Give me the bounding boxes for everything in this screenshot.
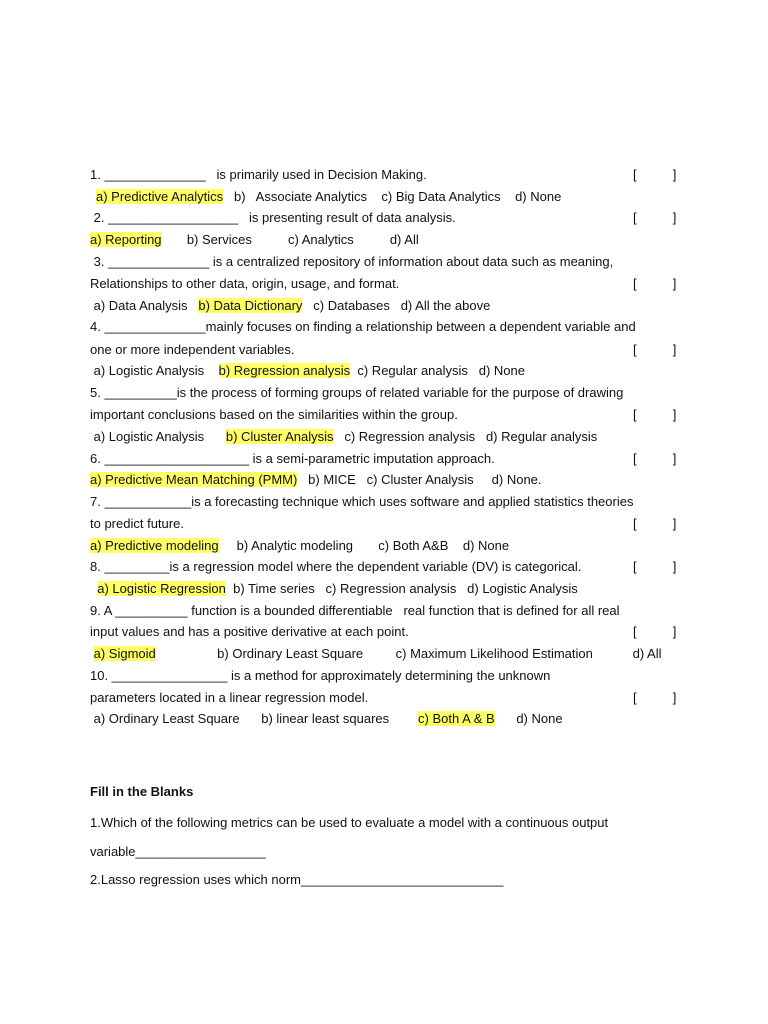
question-7-cont: to predict future.	[90, 516, 184, 531]
answer-bracket-3: [ ]	[633, 276, 677, 291]
highlighted-answer-9: a) Sigmoid	[93, 646, 156, 661]
question-10-cont: parameters located in a linear regression model.	[90, 690, 369, 705]
options-3: a) Data Analysis b) Data Dictionary c) Databases d) All the above	[90, 298, 491, 313]
question-5: 5. __________is the process of forming groups of related variable for the purpose of drawing	[90, 385, 624, 400]
question-5-cont: important conclusions based on the similarities within the group.	[90, 407, 458, 422]
fill-in-blanks-heading: Fill in the Blanks	[90, 784, 194, 799]
question-1: 1. ______________ is primarily used in Decision Making.	[90, 167, 427, 182]
options-10: a) Ordinary Least Square b) linear least squares c) Both A & B d) None	[90, 711, 563, 726]
question-3-cont: Relationships to other data, origin, usage, and format.	[90, 276, 400, 291]
options-7: a) Predictive modeling b) Analytic modeling c) Both A&B d) None	[90, 538, 510, 553]
question-4-cont: one or more independent variables.	[90, 342, 295, 357]
options-2: a) Reporting b) Services c) Analytics d) All	[90, 232, 419, 247]
answer-bracket-4: [ ]	[633, 342, 677, 357]
question-4: 4. ______________mainly focuses on finding a relationship between a dependent variable and	[90, 319, 636, 334]
answer-bracket-10: [ ]	[633, 690, 677, 705]
answer-bracket-8: [ ]	[633, 559, 677, 574]
highlighted-answer-4: b) Regression analysis	[218, 363, 351, 378]
answer-bracket-2: [ ]	[633, 210, 677, 225]
highlighted-answer-7: a) Predictive modeling	[90, 538, 219, 553]
answer-bracket-9: [ ]	[633, 624, 677, 639]
question-8: 8. _________is a regression model where the dependent variable (DV) is categorical.	[90, 559, 582, 574]
highlighted-answer-6: a) Predictive Mean Matching (PMM)	[90, 472, 298, 487]
question-2: 2. __________________ is presenting result of data analysis.	[90, 210, 456, 225]
answer-bracket-1: [ ]	[633, 167, 677, 182]
options-9: a) Sigmoid b) Ordinary Least Square c) Maximum Likelihood Estimation d) All	[93, 646, 662, 661]
question-9-cont: input values and has a positive derivative at each point.	[90, 624, 409, 639]
fill-question-1-cont: variable__________________	[90, 844, 266, 859]
options-5: a) Logistic Analysis b) Cluster Analysis c) Regression analysis d) Regular analysis	[90, 429, 598, 444]
options-8: a) Logistic Regression b) Time series c) Regression analysis d) Logistic Analysis	[97, 581, 578, 596]
answer-bracket-6: [ ]	[633, 451, 677, 466]
options-4: a) Logistic Analysis b) Regression analysis c) Regular analysis d) None	[90, 363, 525, 378]
highlighted-answer-10: c) Both A & B	[418, 711, 495, 726]
highlighted-answer-5: b) Cluster Analysis	[225, 429, 334, 444]
highlighted-answer-3: b) Data Dictionary	[198, 298, 303, 313]
fill-question-2: 2.Lasso regression uses which norm____________________________	[90, 872, 504, 887]
question-3: 3. ______________ is a centralized repository of information about data such as meaning,	[90, 254, 614, 269]
question-7: 7. ____________is a forecasting technique which uses software and applied statistics theories	[90, 494, 634, 509]
answer-bracket-7: [ ]	[633, 516, 677, 531]
fill-question-1: 1.Which of the following metrics can be used to evaluate a model with a continuous output	[90, 815, 609, 830]
question-6: 6. ____________________ is a semi-parametric imputation approach.	[90, 451, 495, 466]
highlighted-answer-1: a) Predictive Analytics	[96, 189, 224, 204]
options-1: a) Predictive Analytics b) Associate Analytics c) Big Data Analytics d) None	[96, 189, 562, 204]
question-10: 10. ________________ is a method for approximately determining the unknown	[90, 668, 551, 683]
answer-bracket-5: [ ]	[633, 407, 677, 422]
highlighted-answer-8: a) Logistic Regression	[97, 581, 226, 596]
highlighted-answer-2: a) Reporting	[90, 232, 162, 247]
options-6: a) Predictive Mean Matching (PMM) b) MICE c) Cluster Analysis d) None.	[90, 472, 542, 487]
question-9: 9. A __________ function is a bounded differentiable real function that is defined for all real	[90, 603, 620, 618]
